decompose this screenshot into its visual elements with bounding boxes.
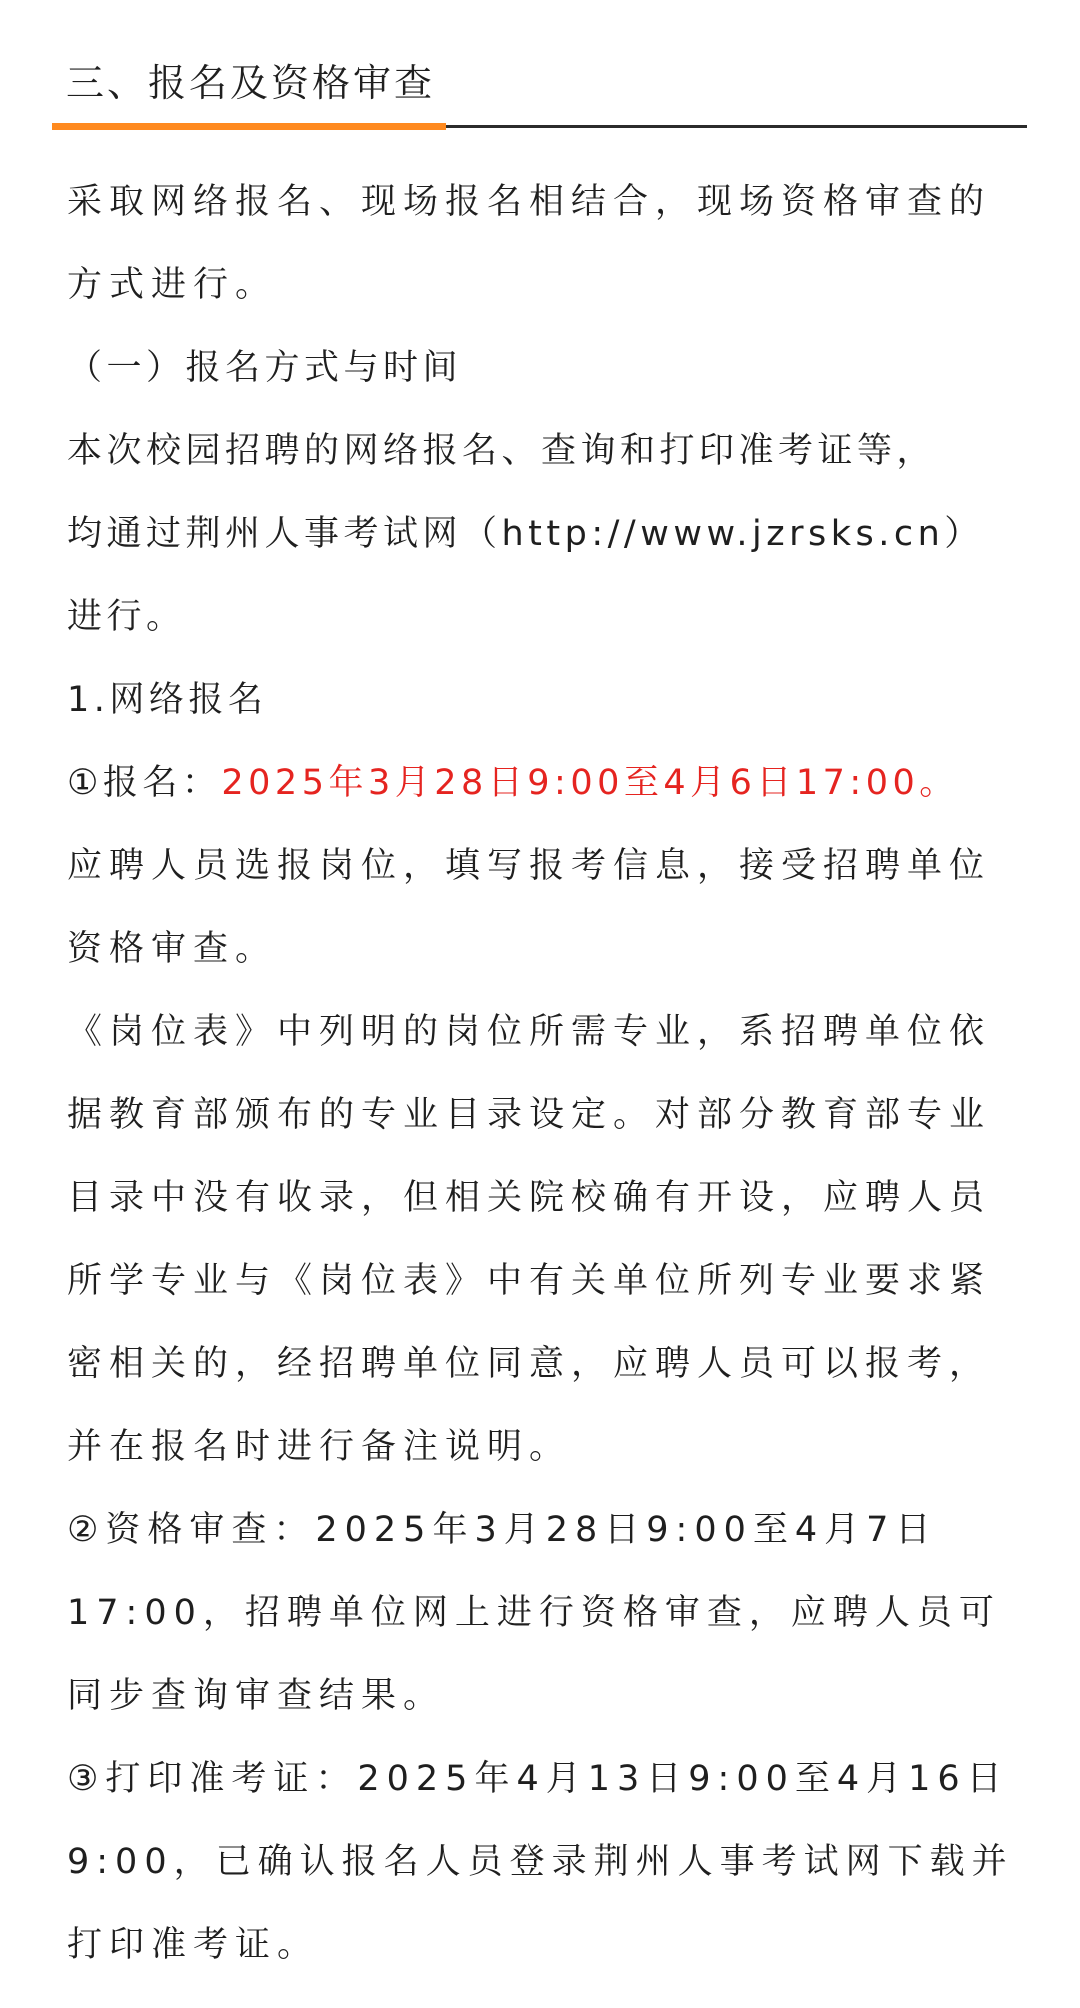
title-underline-accent xyxy=(52,123,446,130)
paragraph-line: 并在报名时进行备注说明。 xyxy=(67,1427,572,1467)
paragraph-line: 资格审查。 xyxy=(67,929,278,969)
paragraph-line: 同步查询审查结果。 xyxy=(67,1676,446,1716)
intro-line: 采取网络报名、现场报名相结合，现场资格审查的 xyxy=(67,182,992,222)
paragraph-line: 进行。 xyxy=(67,597,186,637)
paragraph-line: 均通过荆州人事考试网（http://www.jzrsks.cn） xyxy=(67,514,984,554)
article-body xyxy=(67,170,1027,1996)
subheading: （一）报名方式与时间 xyxy=(67,348,463,388)
paragraph-line: 本次校园招聘的网络报名、查询和打印准考证等， xyxy=(67,431,937,471)
step-1-label: ①报名： xyxy=(67,763,222,803)
registration-date: 2025年3月28日9:00至4月6日17:00。 xyxy=(221,763,959,803)
paragraph-line: 密相关的，经招聘单位同意，应聘人员可以报考， xyxy=(67,1344,992,1384)
section-header xyxy=(52,52,1027,132)
intro-line: 方式进行。 xyxy=(67,265,278,305)
step-1-line xyxy=(67,751,1027,834)
paragraph-line: ②资格审查：2025年3月28日9:00至4月7日 xyxy=(67,1510,938,1550)
paragraph-line: 17:00，招聘单位网上进行资格审查，应聘人员可 xyxy=(67,1593,1001,1633)
paragraph-line: 目录中没有收录，但相关院校确有开设，应聘人员 xyxy=(67,1178,992,1218)
item-heading: 1.网络报名 xyxy=(67,680,268,720)
paragraph-line: ③打印准考证：2025年4月13日9:00至4月16日 xyxy=(67,1759,1009,1799)
paragraph-line: 9:00，已确认报名人员登录荆州人事考试网下载并 xyxy=(67,1842,1014,1882)
paragraph-line: 打印准考证。 xyxy=(67,1925,320,1965)
paragraph-line: 所学专业与《岗位表》中有关单位所列专业要求紧 xyxy=(67,1261,992,1301)
paragraph-line: 据教育部颁布的专业目录设定。对部分教育部专业 xyxy=(67,1095,992,1135)
paragraph-line: 《岗位表》中列明的岗位所需专业，系招聘单位依 xyxy=(67,1012,992,1052)
section-title: 三、报名及资格审查 xyxy=(66,61,436,105)
paragraph-line: 应聘人员选报岗位，填写报考信息，接受招聘单位 xyxy=(67,846,992,886)
